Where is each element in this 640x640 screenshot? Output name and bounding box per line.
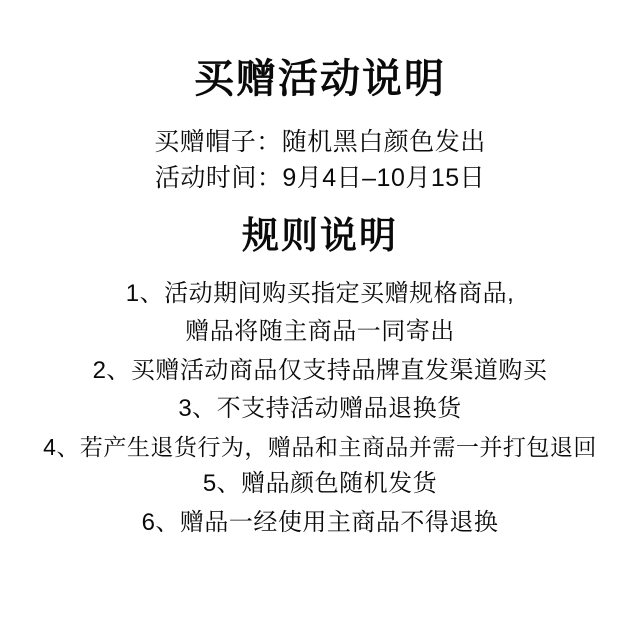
rules-list xyxy=(0,275,640,542)
rule-item: 3、不支持活动赠品退换货 xyxy=(178,395,462,423)
rule-item: 5、赠品颜色随机发货 xyxy=(202,470,438,498)
page-title: 买赠活动说明 xyxy=(194,57,446,101)
info-block xyxy=(154,124,486,197)
rule-item: 4、若产生退货行为，赠品和主商品并需一并打包退回 xyxy=(43,433,597,460)
rule-item: 6、赠品一经使用主商品不得退换 xyxy=(141,508,499,536)
info-line-activity-period: 活动时间：9月4日–10月15日 xyxy=(154,164,486,193)
rule-item-continuation: 赠品将随主商品一同寄出 xyxy=(185,318,455,346)
section-title-rules: 规则说明 xyxy=(242,214,398,256)
rule-item: 2、买赠活动商品仅支持品牌直发渠道购买 xyxy=(92,356,548,384)
rule-item: 1、活动期间购买指定买赠规格商品, xyxy=(125,280,515,308)
info-line-gift-hat: 买赠帽子：随机黑白颜色发出 xyxy=(154,128,486,156)
